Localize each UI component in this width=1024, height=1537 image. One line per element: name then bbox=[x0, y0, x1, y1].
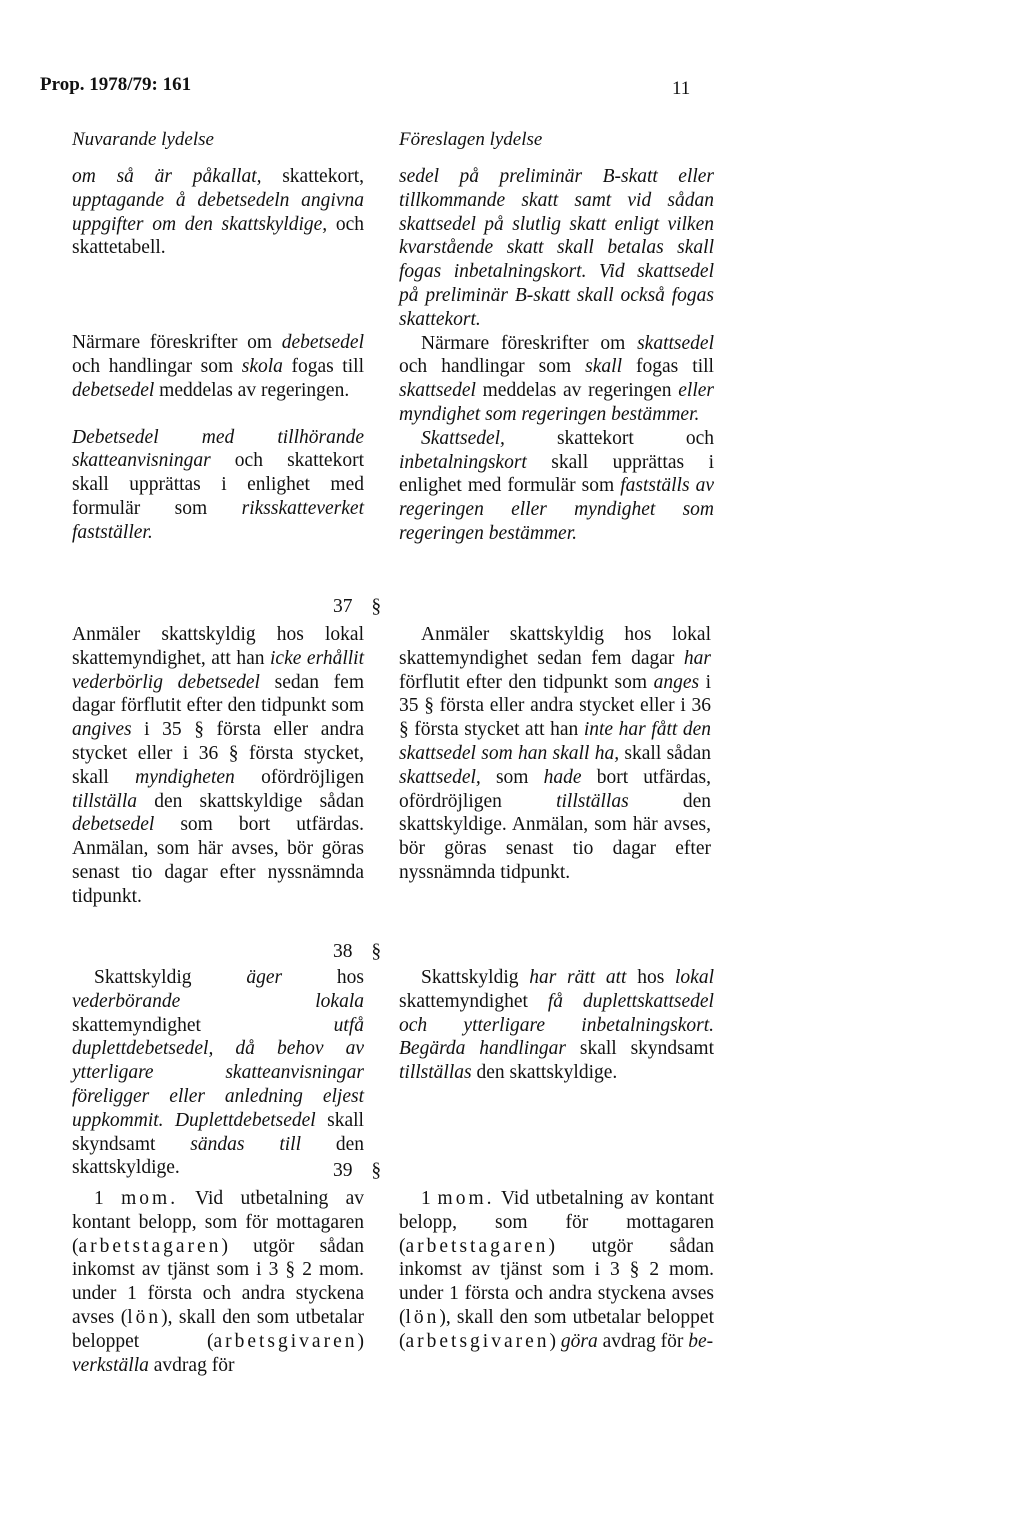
proposed-section-37 bbox=[399, 623, 711, 885]
section-37-number bbox=[333, 596, 381, 618]
document-reference: Prop. 1978/79: 161 bbox=[40, 74, 192, 95]
paragraph: Debetsedel med tillhörande skatteanvisningar och skattekort skall upprättas i enlighet med formulär som riksskatteverket fastställer. bbox=[72, 426, 364, 543]
current-section-39 bbox=[72, 1187, 364, 1377]
page-number: 11 bbox=[672, 78, 691, 99]
current-section-38 bbox=[72, 966, 364, 1180]
paragraph: 1 mom. Vid utbetalning av kontant belopp, som för mottagaren (arbetstagaren) utgör sådan inkomst av tjänst som i 3 § 2 mom. under 1 första och andra styckena avses (lön), skall den som utbetalar beloppet (arbetsgivaren) verkställa avdrag för bbox=[72, 1188, 364, 1376]
section-symbol: § bbox=[371, 596, 382, 617]
paragraph: Närmare föreskrifter om debetsedel och handlingar som skola fogas till debetsedel meddelas av regeringen. bbox=[72, 332, 364, 401]
section-38-number bbox=[333, 941, 381, 963]
paragraph: om så är påkallat, skattekort, upptagande å debetsedeln angivna uppgifter om den skattskyldige, och skattetabell. bbox=[72, 166, 365, 259]
proposed-text-block-1 bbox=[399, 165, 714, 546]
section-number: 38 bbox=[333, 941, 353, 962]
paragraph: Skattsedel, skattekort och inbetalningskort skall upprättas i enlighet med formulär som fastställs av regeringen eller myndighet som regeringen bestämmer. bbox=[399, 427, 714, 544]
paragraph: 1 mom. Vid utbetalning av kontant belopp, som för mottagaren (arbetstagaren) utgör sådan inkomst av tjänst som i 3 § 2 mom. under 1 första och andra styckena avses (lön), skall den som utbetalar beloppet (arbetsgivaren) göra avdrag för be- bbox=[399, 1188, 715, 1352]
paragraph: Anmäler skattskyldig hos lokal skattemyndighet sedan fem dagar har förflutit efter den tidpunkt som anges i 35 § första eller andra stycket eller i 36 § första stycket att han inte har fått den skattsedel som han skall ha, skall sådan skattsedel, som hade bort utfärdas, ofördröjligen tillställas den skattskyldige. Anmälan, som här avses, bör göras senast tio dagar efter nyssnämnda tidpunkt. bbox=[399, 624, 711, 883]
paragraph: sedel på preliminär B-skatt eller tillkommande skatt samt vid sådan skattsedel på slutlig skatt enligt vilken kvarstående skatt skall betalas skall fogas inbetalningskort. Vid skattsedel på preliminär B-skatt skall också fogas skattekort. bbox=[399, 166, 714, 330]
proposed-section-39 bbox=[399, 1187, 714, 1354]
current-section-37 bbox=[72, 623, 364, 909]
section-39-number bbox=[333, 1160, 381, 1182]
paragraph: Anmäler skattskyldig hos lokal skattemyndighet, att han icke erhållit vederbörlig debetsedel sedan fem dagar förflutit efter den tidpunkt som angives i 35 § första eller andra stycket eller i 36 § första stycket, skall myndigheten ofördröjligen tillställa den skattskyldige sådan debetsedel som bort utfärdas. Anmälan, som här avses, bör göras senast tio dagar efter nyssnämnda tidpunkt. bbox=[72, 624, 365, 907]
paragraph: Skattskyldig har rätt att hos lokal skattemyndighet få duplettskattsedel och ytterligare inbetalningskort. Begärda handlingar skall skyndsamt tillställas den skattskyldige. bbox=[399, 967, 715, 1084]
paragraph: Närmare föreskrifter om skattsedel och handlingar som skall fogas till skattsedel meddelas av regeringen eller myndighet som regeringen bestämmer. bbox=[399, 332, 714, 425]
proposed-wording-heading: Föreslagen lydelse bbox=[399, 129, 543, 150]
section-number: 39 bbox=[333, 1160, 353, 1181]
proposed-section-38 bbox=[399, 966, 714, 1085]
current-text-block-1 bbox=[72, 165, 364, 545]
section-symbol: § bbox=[371, 941, 382, 962]
section-number: 37 bbox=[333, 596, 353, 617]
paragraph: Skattskyldig äger hos vederbörande lokala skattemyndighet utfå duplettdebetsedel, då behov av ytterligare skatteanvisningar föreligger eller anledning eljest uppkommit. Duplettdebetsedel skall skyndsamt sändas till den skattskyldige. bbox=[72, 967, 365, 1179]
current-wording-heading: Nuvarande lydelse bbox=[72, 129, 214, 150]
section-symbol: § bbox=[371, 1160, 382, 1181]
